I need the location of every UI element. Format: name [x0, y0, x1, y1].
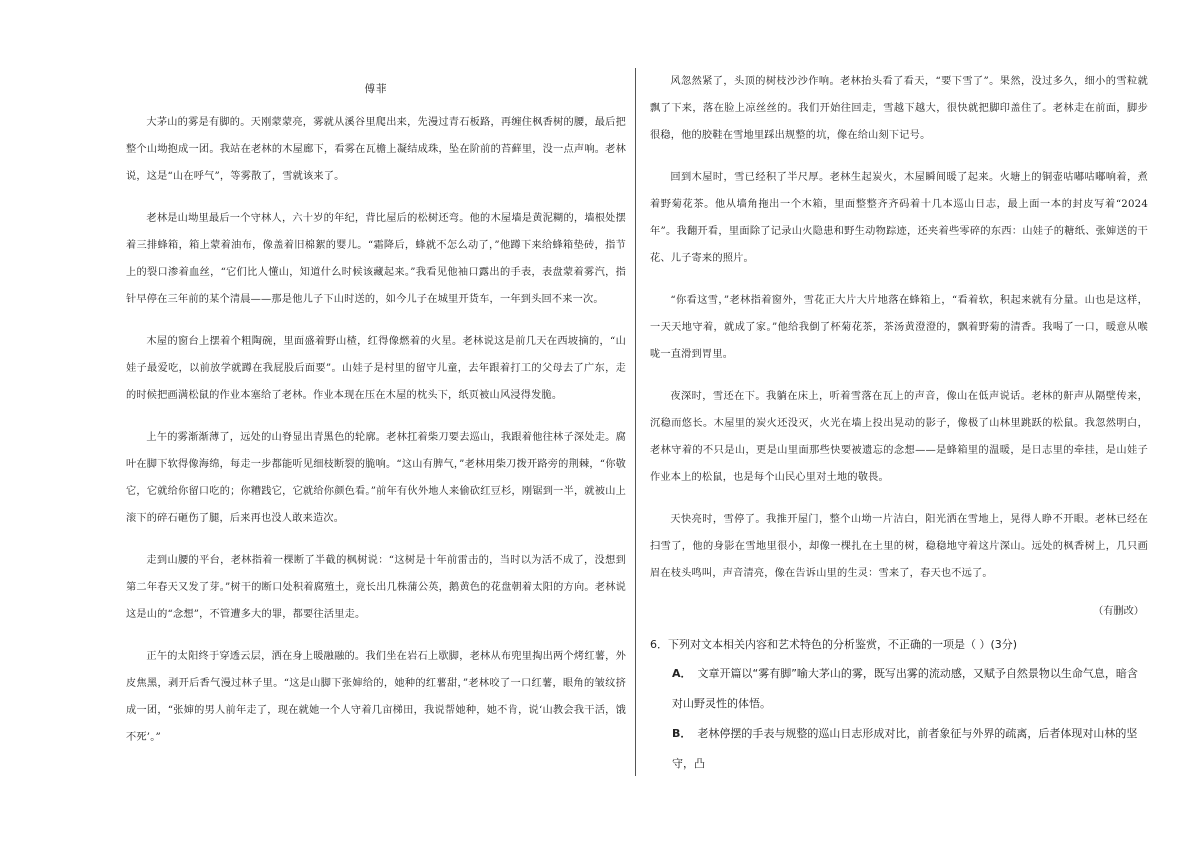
option-label: A．	[672, 667, 692, 680]
option-text: 文章开篇以“雾有脚”喻大茅山的雾，既写出雾的流动感，又赋予自然景物以生命气息，暗含对山野灵性的体悟。	[672, 667, 1138, 710]
option-text: 老林停摆的手表与规整的巡山日志形成对比，前者象征与外界的疏离，后者体现对山林的坚守，凸	[672, 727, 1138, 770]
article-paragraph: 上午的雾渐渐薄了，远处的山脊显出青黑色的轮廓。老林扛着柴刀要去巡山，我跟着他往林子深处走。腐叶在脚下软得像海绵，每走一步都能听见细枝断裂的脆响。“这山有脾气，”老林用柴刀拨开路旁的荆棘，“你敬它，它就给你留口吃的；你糟践它，它就给你颜色看。”前年有伙外地人来偷砍红豆杉，刚锯到一半，就被山上滚下的碎石砸伤了腿，后来再也没人敢来造次。	[126, 432, 626, 524]
article-paragraph: 木屋的窗台上摆着个粗陶碗，里面盛着野山楂，红得像燃着的火星。老林说这是前几天在西坡摘的，“山娃子最爱吃，以前放学就蹲在我屁股后面要”。山娃子是村里的留守儿童，去年跟着打工的父母去了广东，走的时候把画满松鼠的作业本塞给了老林。作业本现在压在木屋的枕头下，纸页被山风浸得发脆。	[126, 336, 626, 401]
article-paragraph: “你看这雪，”老林指着窗外，雪花正大片大片地落在蜂箱上，“看着软，积起来就有分量。山也是这样，一天天地守着，就成了家。”他给我倒了杯菊花茶，茶汤黄澄澄的，飘着野菊的清香。我喝了一口，暖意从喉咙一直滑到胃里。	[650, 295, 1148, 360]
question-block	[650, 631, 1148, 779]
article-paragraph: 风忽然紧了，头顶的树枝沙沙作响。老林抬头看了看天，“要下雪了”。果然，没过多久，细小的雪粒就飘了下来，落在脸上凉丝丝的。我们开始往回走，雪越下越大，很快就把脚印盖住了。老林走在前面，脚步很稳，他的胶鞋在雪地里踩出规整的坑，像在给山刻下记号。	[650, 76, 1148, 141]
article-title: 傅菲	[364, 83, 388, 95]
article-paragraph: 大茅山的雾是有脚的。天刚蒙蒙亮，雾就从溪谷里爬出来，先漫过青石板路，再缠住枫香树的腰，最后把整个山坳抱成一团。我站在老林的木屋廊下，看雾在瓦檐上凝结成珠，坠在阶前的苔藓里，没一点声响。老林说，这是“山在呼气”，等雾散了，雪就该来了。	[126, 117, 626, 182]
article-paragraph: 天快亮时，雪停了。我推开屋门，整个山坳一片洁白，阳光洒在雪地上，晃得人睁不开眼。老林已经在扫雪了，他的身影在雪地里很小，却像一棵扎在土里的树，稳稳地守着这片深山。远处的枫香树上，几只画眉在枝头鸣叫，声音清亮，像在告诉山里的生灵：雪来了，春天也不远了。	[650, 514, 1148, 579]
article-paragraph: 正午的太阳终于穿透云层，洒在身上暖融融的。我们坐在岩石上歇脚，老林从布兜里掏出两个烤红薯，外皮焦黑，剥开后香气漫过林子里。“这是山脚下张婶给的，她种的红薯甜，”老林咬了一口红薯，眼角的皱纹挤成一团，“张婶的男人前年走了，现在就她一个人守着几亩梯田，我说帮她种，她不肯，说‘山教会我干活，饿不死’。”	[126, 651, 626, 743]
left-column	[126, 68, 626, 766]
column-divider	[635, 68, 636, 776]
question-stem: 6．下列对文本相关内容和艺术特色的分析鉴赏，不正确的一项是（ ）(3分)	[650, 638, 1018, 651]
option-a	[650, 659, 1148, 719]
article-paragraph: 夜深时，雪还在下。我躺在床上，听着雪落在瓦上的声音，像山在低声说话。老林的鼾声从隔壁传来，沉稳而悠长。木屋里的炭火还没灭，火光在墙上投出晃动的影子，像极了山林里跳跃的松鼠。我忽然明白，老林守着的不只是山，更是山里面那些快要被遗忘的念想——是蜂箱里的温暖，是日志里的牵挂，是山娃子作业本上的松鼠，也是每个山民心里对土地的敬畏。	[650, 391, 1148, 483]
article-paragraph: 走到山腰的平台，老林指着一棵断了半截的枫树说：“这树是十年前雷击的，当时以为活不成了，没想到第二年春天又发了芽。”树干的断口处积着腐殖土，竟长出几株蒲公英，鹅黄色的花盘朝着太阳的方向。老林说这是山的“念想”，不管遭多大的罪，都要往活里走。	[126, 555, 626, 620]
article-paragraph: 老林是山坳里最后一个守林人，六十岁的年纪，背比屋后的松树还弯。他的木屋墙是黄泥糊的，墙根处摆着三排蜂箱，箱上蒙着油布，像盖着旧棉絮的婴儿。“霜降后，蜂就不怎么动了，”他蹲下来给蜂箱垫砖，指节上的裂口渗着血丝，“它们比人懂山，知道什么时候该藏起来。”我看见他袖口露出的手表，表盘蒙着雾汽，指针早停在三年前的某个清晨——那是他儿子下山时送的，如今儿子在城里开货车，一年到头回不来一次。	[126, 213, 626, 305]
option-label: B．	[672, 727, 692, 740]
article-paragraph: 回到木屋时，雪已经积了半尺厚。老林生起炭火，木屋瞬间暖了起来。火塘上的铜壶咕嘟咕嘟响着，煮着野菊花茶。他从墙角拖出一个木箱，里面整整齐齐码着十几本巡山日志，最上面一本的封皮写着“2024年”。我翻开看，里面除了记录山火隐患和野生动物踪迹，还夹着些零碎的东西：山娃子的糖纸、张婶送的干花、儿子寄来的照片。	[650, 172, 1148, 264]
right-column	[650, 68, 1148, 779]
option-b	[650, 719, 1148, 779]
source-note: （有删改）	[1093, 606, 1144, 617]
